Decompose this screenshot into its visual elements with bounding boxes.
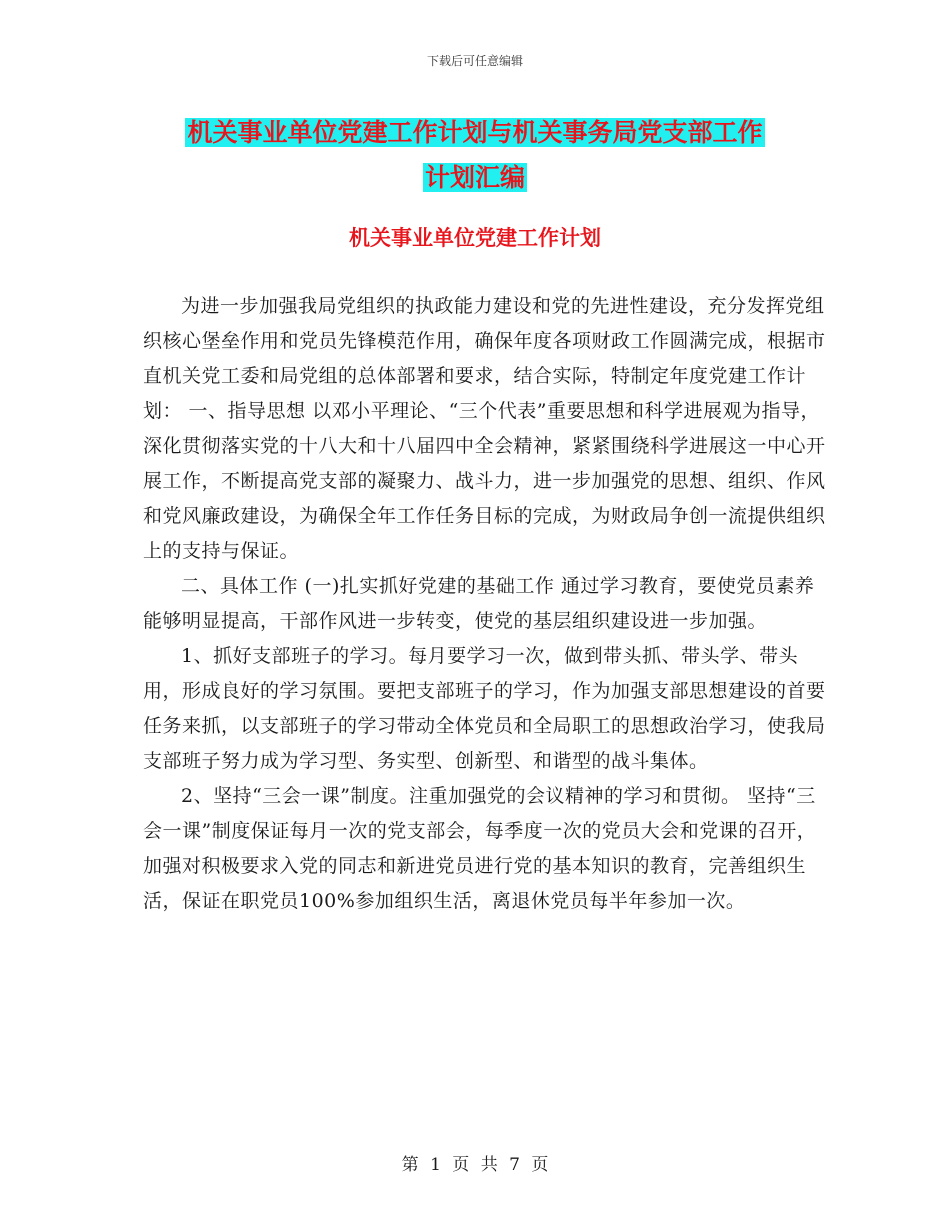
header-note: 下载后可任意编辑 xyxy=(426,54,523,68)
paragraph: 为进一步加强我局党组织的执政能力建设和党的先进性建设，充分发挥党组织核心堡垒作用和党员先锋模范作用，确保年度各项财政工作圆满完成，根据市直机关党工委和局党组的总体部署和要求，结合实际，特制定年度党建工作计划： 一、指导思想 以邓小平理论、“三个代表”重要思想和科学进展观为指导，深化贯彻落实党的十八大和十八届四中全会精神，紧紧围绕科学进展这一中心开展工作，不断提高党支部的凝聚力、战斗力，进一步加强党的思想、组织、作风和党风廉政建设，为确保全年工作任务目标的完成，为财政局争创一流提供组织上的支持与保证。 xyxy=(143,295,826,562)
document-title xyxy=(0,110,950,200)
page-number: 第 1 页 共 7 页 xyxy=(401,1155,549,1175)
document-body xyxy=(143,289,833,919)
paragraph: 2、坚持“三会一课”制度。注重加强党的会议精神的学习和贯彻。 坚持“三会一课”制度保证每月一次的党支部会，每季度一次的党员大会和党课的召开，加强对积极要求入党的同志和新进党员进行党的基本知识的教育，完善组织生活，保证在职党员100%参加组织生活，离退休党员每半年参加一次。 xyxy=(143,785,817,912)
section-title: 机关事业单位党建工作计划 xyxy=(349,226,601,250)
document-title-line-2: 计划汇编 xyxy=(424,163,525,192)
paragraph: 二、具体工作 (一)扎实抓好党建的基础工作 通过学习教育，要使党员素养能够明显提高，干部作风进一步转变，使党的基层组织建设进一步加强。 xyxy=(143,575,815,632)
document-title-line-1: 机关事业单位党建工作计划与机关事务局党支部工作 xyxy=(187,118,763,147)
paragraph: 1、抓好支部班子的学习。每月要学习一次，做到带头抓、带头学、带头用，形成良好的学习氛围。要把支部班子的学习，作为加强支部思想建设的首要任务来抓，以支部班子的学习带动全体党员和全局职工的思想政治学习，使我局支部班子努力成为学习型、务实型、创新型、和谐型的战斗集体。 xyxy=(143,645,826,772)
